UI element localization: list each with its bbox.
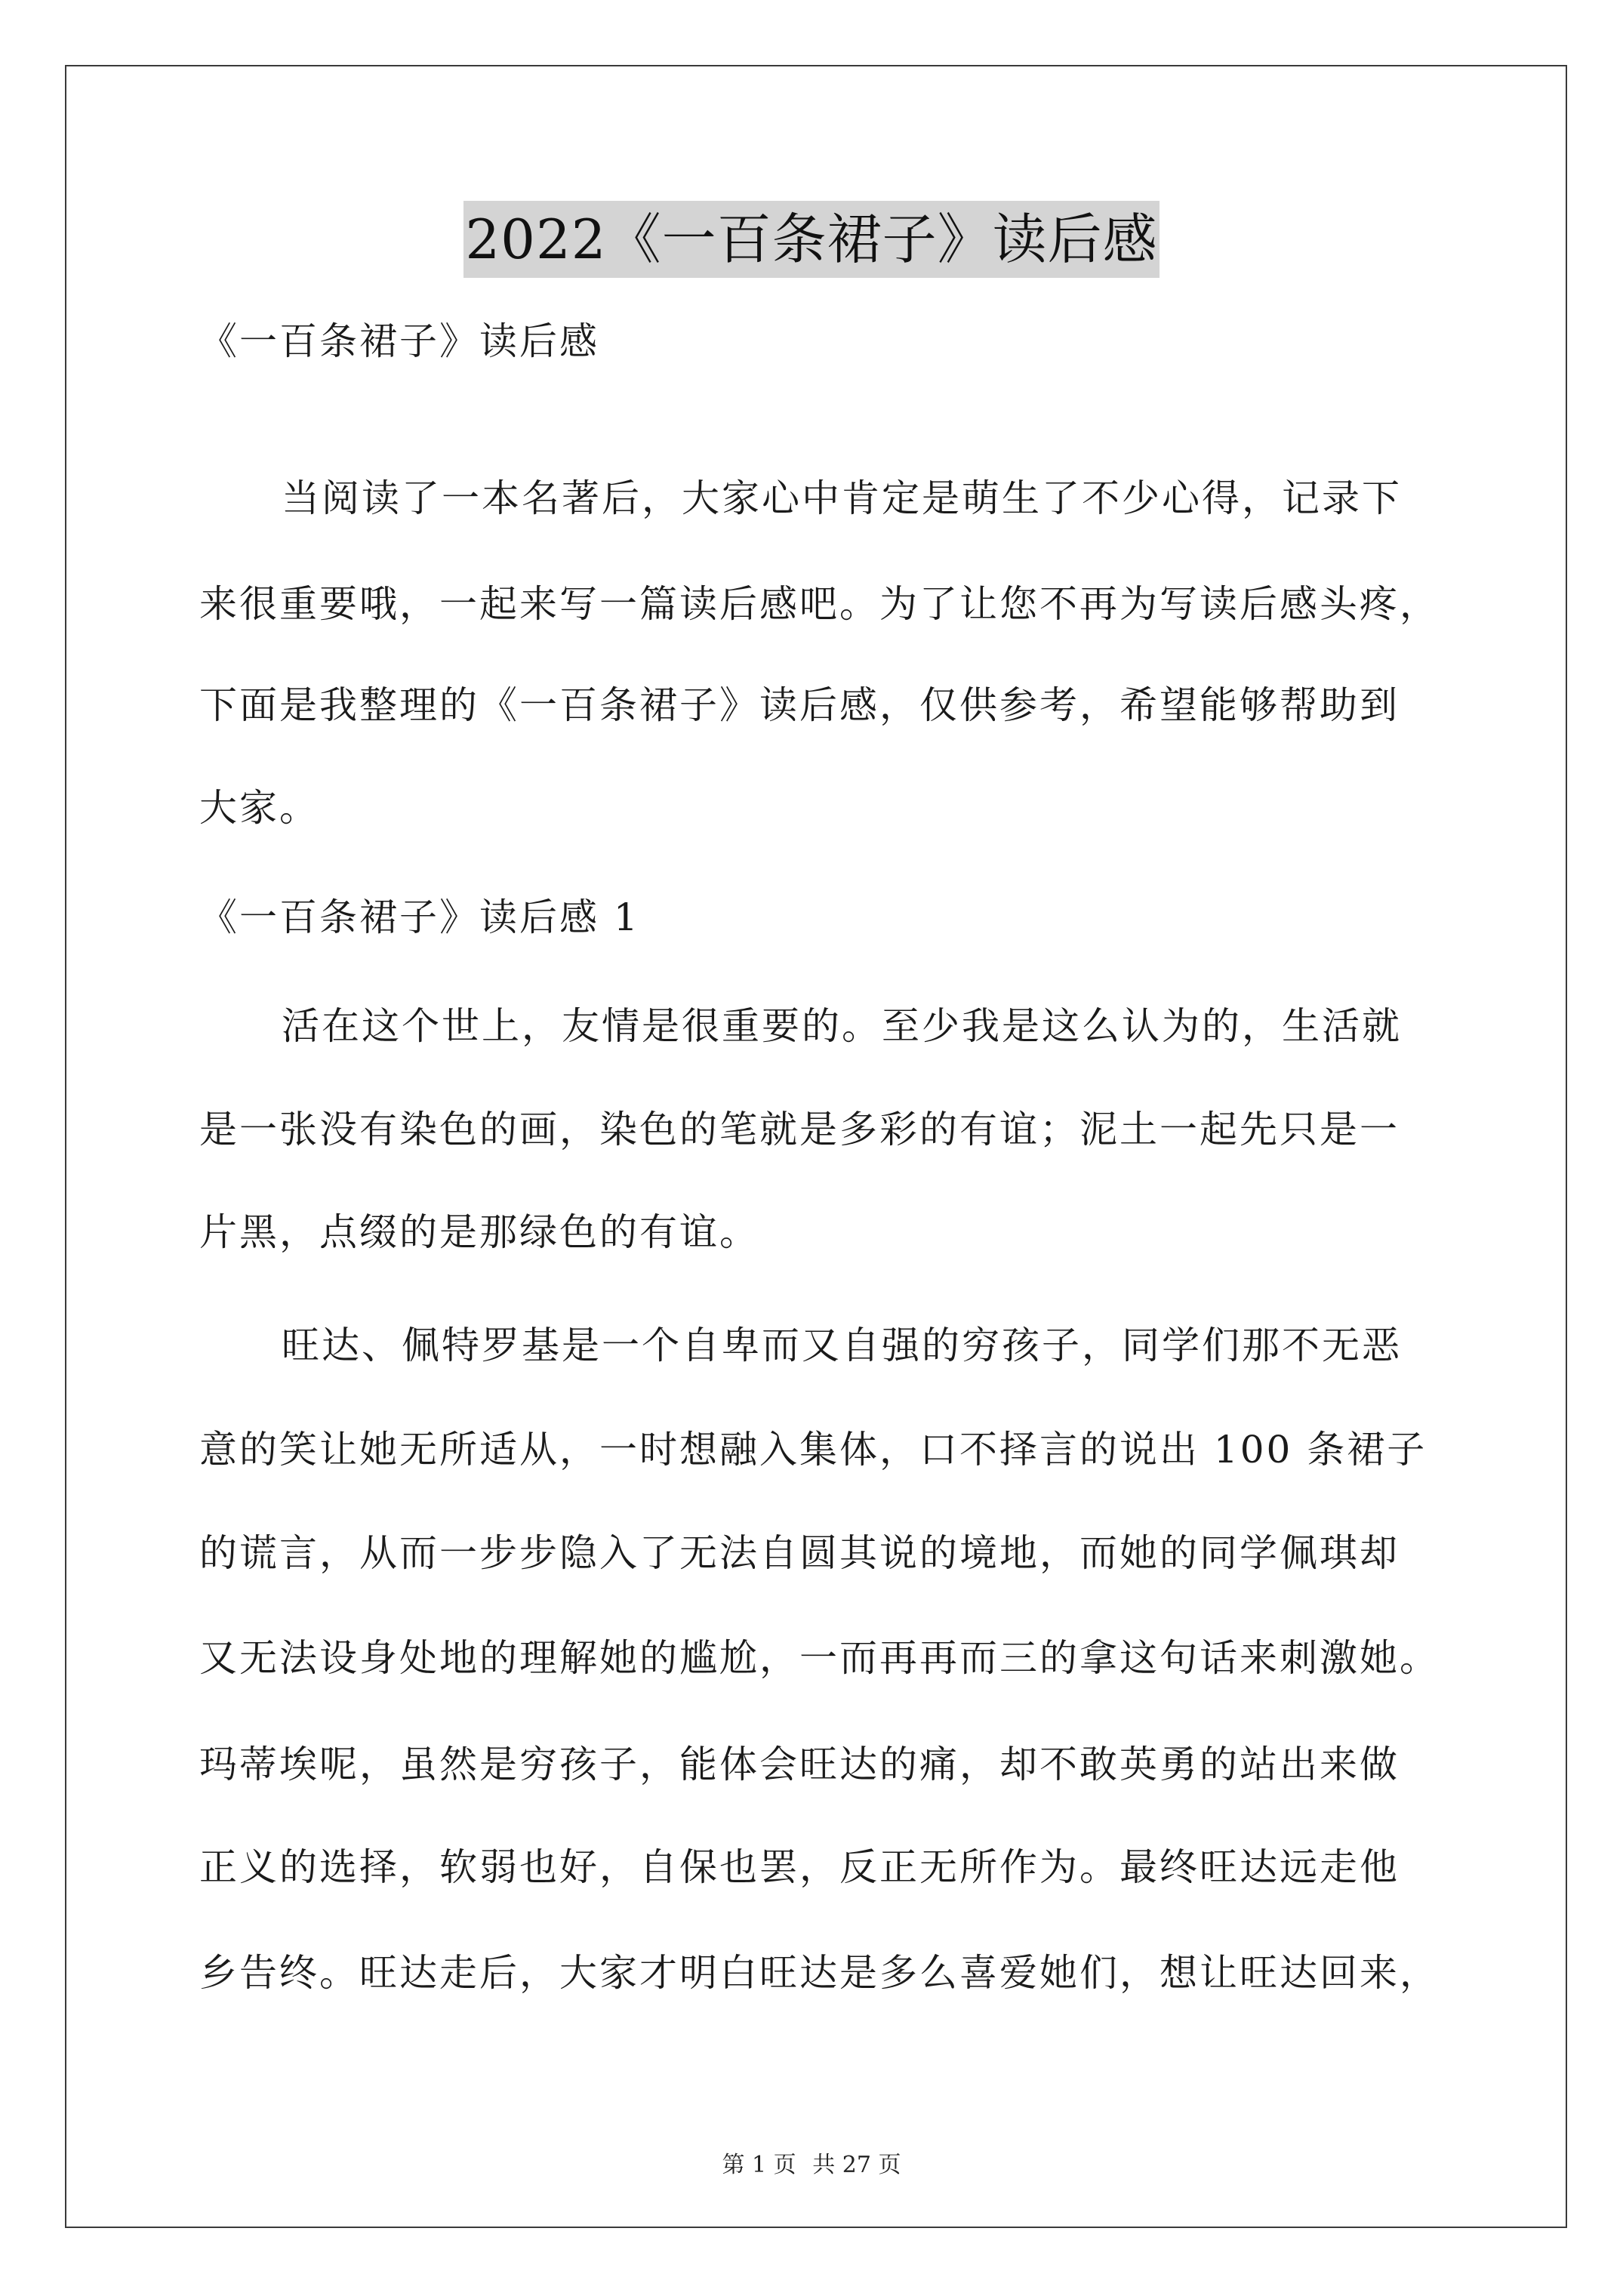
page-number: 第 1 页 <box>722 2152 796 2178</box>
paragraph-line: 乡告终。旺达走后，大家才明白旺达是多么喜爱她们，想让旺达回来， <box>199 1951 1440 1995</box>
intro-line: 当阅读了一本名著后，大家心中肯定是萌生了不少心得，记录下 <box>282 476 1402 520</box>
intro-line: 下面是我整理的《一百条裙子》读后感，仅供参考，希望能够帮助到 <box>199 683 1400 727</box>
intro-line: 来很重要哦，一起来写一篇读后感吧。为了让您不再为写读后感头疼， <box>199 582 1440 626</box>
paragraph-line: 玛蒂埃呢，虽然是穷孩子，能体会旺达的痛，却不敢英勇的站出来做 <box>199 1743 1400 1786</box>
title-wrap <box>0 201 1623 278</box>
document-title: 2022《一百条裙子》读后感 <box>463 201 1159 278</box>
paragraph-line: 旺达、佩特罗基是一个自卑而又自强的穷孩子，同学们那不无恶 <box>282 1324 1402 1367</box>
paragraph-line: 又无法设身处地的理解她的尴尬，一而再再而三的拿这句话来刺激她。 <box>199 1636 1440 1680</box>
section-heading: 《一百条裙子》读后感 1 <box>199 895 640 939</box>
paragraph-line: 意的笑让她无所适从，一时想融入集体，口不择言的说出 100 条裙子 <box>199 1428 1427 1472</box>
document-subtitle: 《一百条裙子》读后感 <box>199 319 599 363</box>
page-total: 共 27 页 <box>812 2152 901 2178</box>
paragraph-line: 正义的选择，软弱也好，自保也罢，反正无所作为。最终旺达远走他 <box>199 1845 1400 1889</box>
paragraph-line: 片黑，点缀的是那绿色的有谊。 <box>199 1210 759 1254</box>
page-footer <box>0 2146 1623 2179</box>
paragraph-line: 是一张没有染色的画，染色的笔就是多彩的有谊；泥土一起先只是一 <box>199 1108 1400 1151</box>
paragraph-line: 活在这个世上，友情是很重要的。至少我是这么认为的，生活就 <box>282 1004 1402 1048</box>
intro-line: 大家。 <box>199 786 319 830</box>
paragraph-line: 的谎言，从而一步步隐入了无法自圆其说的境地，而她的同学佩琪却 <box>199 1531 1400 1575</box>
